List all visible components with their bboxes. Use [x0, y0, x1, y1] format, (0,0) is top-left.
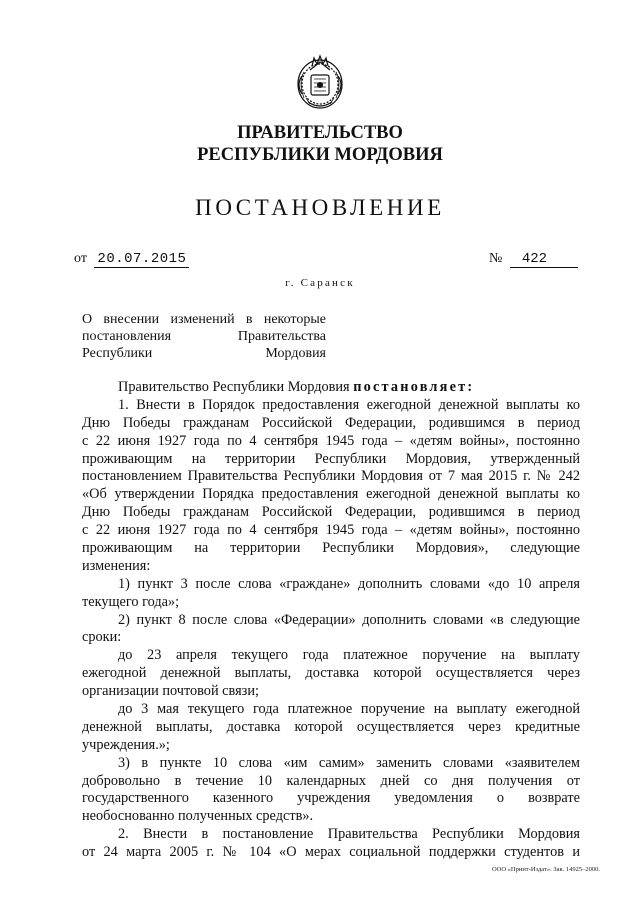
preamble-line: [82, 379, 580, 397]
body-line: 1) пункт 3 после слова «граждане» дополнить словами «до 10 апреля: [118, 575, 580, 592]
body-line: до 3 мая текущего года платежное поручение на выплату ежегодной: [118, 701, 580, 718]
preamble-text: Правительство Республики Мордовия: [118, 379, 354, 395]
body-line: организации почтовой связи;: [82, 683, 259, 700]
coat-of-arms-emblem: [288, 48, 352, 116]
body-line: Дню Победы гражданам Российской Федерации, родившимся в период: [82, 504, 580, 521]
body-line: изменения:: [82, 557, 151, 574]
body-line: 2. Внести в постановление Правительства Республики Мордовия: [118, 826, 580, 843]
subject-line: [82, 328, 326, 345]
subject-line: О внесении изменений в некоторые: [82, 312, 326, 327]
body-line: проживающим на территории Республики Мордовия», следующие: [82, 540, 580, 557]
body-line: 1. Внести в Порядок предоставления ежегодной денежной выплаты ко: [118, 396, 580, 413]
body-line: проживающим на территории Республики Мордовия, утвержденный: [82, 450, 580, 467]
body-line: 2) пункт 8 после слова «Федерации» дополнить словами «в следующие: [118, 611, 580, 628]
number-field: [489, 251, 578, 268]
city-line: г. Саранск: [285, 277, 355, 289]
body-line: сроки:: [82, 629, 122, 646]
subject-word: Правительства: [237, 329, 326, 344]
date-prefix: от: [74, 251, 87, 266]
document-date: 20.07.2015: [94, 251, 189, 268]
body-line: денежной выплаты, доставка которой осуществляется через кредитные: [82, 718, 580, 735]
body-line: государственного казенного учреждения уведомления о возврате: [82, 790, 580, 807]
body-line: текущего года»;: [82, 593, 180, 610]
document-number: 422: [510, 251, 578, 268]
body-line: от 24 марта 2005 г. № 104 «О мерах социальной поддержки студентов и: [82, 844, 580, 861]
printer-imprint: ООО «Принт-Издат». Зак. 14925–2000.: [491, 866, 600, 873]
body-line: с 22 июня 1927 года по 4 сентября 1945 года – «детям войны», постоянно: [82, 432, 580, 449]
preamble-decree-word: постановляет:: [353, 379, 475, 395]
body-line: добровольно в течение 10 календарных дней со дня получения от: [82, 772, 580, 789]
document-type-title: ПОСТАНОВЛЕНИЕ: [195, 195, 445, 220]
document-subject: [82, 311, 326, 362]
date-field: [74, 251, 189, 268]
body-line: ежегодной денежной выплаты, доставка которой осуществляется через: [82, 665, 580, 682]
government-title-line2: РЕСПУБЛИКИ МОРДОВИЯ: [197, 145, 443, 165]
subject-word: постановления: [82, 329, 172, 344]
body-line: с 22 июня 1927 года по 4 сентября 1945 года – «детям войны», постоянно: [82, 522, 580, 539]
body-line: до 23 апреля текущего года платежное поручение на выплату: [118, 647, 580, 664]
body-paragraphs: [82, 397, 580, 862]
subject-line: Республики Мордовия: [82, 346, 326, 361]
government-title-line1: ПРАВИТЕЛЬСТВО: [237, 123, 403, 143]
document-body: [82, 379, 580, 862]
body-line: 3) в пункте 10 слова «им самим» заменить словами «заявителем: [118, 754, 580, 771]
body-line: необоснованно полученных средств».: [82, 808, 314, 825]
body-line: постановлением Правительства Республики Мордовия от 7 мая 2015 г. № 242: [82, 468, 580, 485]
body-line: Дню Победы гражданам Российской Федерации, родившимся в период: [82, 414, 580, 431]
body-line: «Об утверждении Порядка предоставления ежегодной денежной выплаты ко: [82, 486, 580, 503]
number-prefix: №: [489, 251, 503, 266]
body-line: учреждения.»;: [82, 736, 170, 753]
